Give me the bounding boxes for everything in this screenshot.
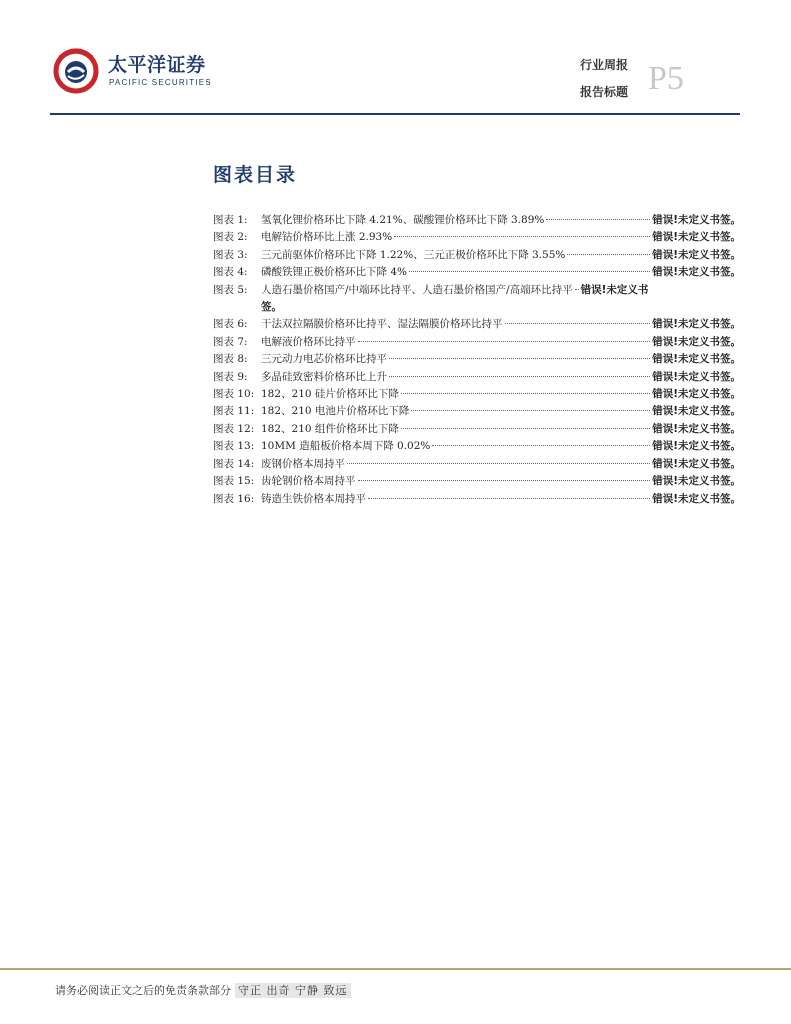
- toc-entry-label: 图表 10:: [213, 388, 255, 401]
- toc-entry-label: 图表 14:: [213, 457, 255, 470]
- toc-entry-text: 氢氧化锂价格环比下降 4.21%、碳酸锂价格环比下降 3.89%: [261, 214, 545, 226]
- toc-entry[interactable]: [213, 473, 741, 490]
- toc-entry[interactable]: [213, 334, 741, 351]
- toc-entry-status: 错误!未定义书签。: [652, 492, 741, 505]
- toc-entry-status: 错误!未定义书签。: [652, 440, 741, 453]
- toc-entry-text: 人造石墨价格国产/中端环比持平、人造石墨价格国产/高端环比持平: [261, 283, 573, 296]
- toc-dot-leader: [347, 462, 650, 464]
- toc-entry-label: 图表 8:: [213, 353, 248, 366]
- toc-entry-text: 三元前驱体价格环比下降 1.22%、三元正极价格环比下降 3.55%: [261, 248, 566, 261]
- toc-dot-leader: [401, 427, 650, 429]
- toc-entry[interactable]: [213, 212, 741, 229]
- toc-entry-text: 铸造生铁价格本周持平: [261, 492, 366, 505]
- toc-entry[interactable]: [213, 386, 741, 403]
- toc-entry-text: 电解钴价格环比上涨 2.93%: [261, 231, 393, 244]
- toc-dot-leader: [411, 409, 650, 411]
- footer-motto: 守正 出奇 宁静 致远: [235, 983, 351, 998]
- toc-entry-status: 错误!未定义书签。: [652, 266, 741, 279]
- report-title: 报告标题: [580, 85, 629, 99]
- toc-entry-text: 182、210 硅片价格环比下降: [261, 388, 399, 401]
- toc-entry[interactable]: [213, 229, 741, 246]
- toc-entry[interactable]: [213, 491, 741, 508]
- toc-entry[interactable]: [213, 351, 741, 368]
- toc-entry-status: 错误!未定义书签。: [652, 353, 741, 366]
- company-logo: [52, 44, 212, 94]
- toc-entry[interactable]: [213, 369, 741, 386]
- footer: [55, 982, 351, 998]
- footer-divider: [0, 968, 791, 970]
- toc-entry-text: 多晶硅致密料价格环比上升: [261, 370, 387, 383]
- toc-heading: 图表目录: [213, 164, 298, 186]
- toc-entry-status: 错误!未定义书签。: [652, 475, 741, 488]
- toc-entry-status: 错误!未定义书签。: [652, 422, 741, 435]
- toc-entry-text: 182、210 组件价格环比下降: [261, 422, 399, 435]
- toc-entry-label: 图表 16:: [213, 492, 255, 505]
- toc-entry-status: 错误!未定义书签。: [652, 214, 741, 226]
- toc-entry-label: 图表 2:: [213, 231, 248, 244]
- toc-entry-status: 错误!未定义书签。: [652, 388, 741, 401]
- toc-entry-label: 图表 12:: [213, 422, 255, 435]
- toc-dot-leader: [358, 340, 651, 342]
- page-number: P5: [648, 60, 684, 97]
- toc-entry-text: 废钢价格本周持平: [261, 457, 345, 470]
- toc-entry-text: 齿轮钢价格本周持平: [261, 475, 356, 488]
- toc-dot-leader: [432, 444, 650, 446]
- toc-entry-status: 错误!未定义书签。: [652, 248, 741, 261]
- toc-entry-status: 错误!未定义书签。: [652, 335, 741, 348]
- toc-entry-label: 图表 3:: [213, 248, 248, 261]
- toc-entry-label: 图表 11:: [213, 405, 255, 418]
- header-divider: [50, 113, 740, 115]
- toc-entry-text: 182、210 电池片价格环比下降: [261, 405, 410, 418]
- toc-entry[interactable]: [213, 438, 741, 455]
- toc-dot-leader: [368, 497, 650, 499]
- toc-entry-status: 错误!未定义书签。: [652, 231, 741, 244]
- toc-dot-leader: [394, 235, 650, 237]
- toc-dot-leader: [409, 270, 650, 272]
- toc-entry-status: 错误!未定义书签。: [652, 318, 741, 331]
- toc-entry-label: 图表 13:: [213, 440, 255, 453]
- toc-entry[interactable]: [213, 403, 741, 420]
- toc-dot-leader: [567, 253, 650, 255]
- toc-entry-text: 磷酸铁锂正极价格环比下降 4%: [261, 266, 407, 279]
- toc-entry[interactable]: [213, 264, 741, 281]
- toc-entry-label: 图表 5:: [213, 283, 248, 296]
- toc-entry-label: 图表 1:: [213, 214, 248, 226]
- toc-entry-label: 图表 9:: [213, 370, 248, 383]
- toc-dot-leader: [401, 392, 650, 394]
- toc-entry-status: 错误!未定义书签。: [652, 370, 741, 383]
- toc-dot-leader: [575, 288, 579, 290]
- toc-entry[interactable]: [213, 456, 741, 473]
- toc-entry[interactable]: [213, 247, 741, 264]
- toc-entry-label: 图表 7:: [213, 335, 248, 348]
- toc-dot-leader: [358, 479, 651, 481]
- toc-entry-status: 错误!未定义书签。: [652, 405, 741, 418]
- toc-entry-status: 错误!未定义书: [580, 283, 649, 296]
- logo-mark-icon: [52, 44, 104, 94]
- toc-list: [213, 212, 741, 508]
- toc-entry-label: 图表 6:: [213, 318, 248, 331]
- toc-entry-label: 图表 15:: [213, 475, 255, 488]
- toc-entry-label: 图表 4:: [213, 266, 248, 279]
- toc-entry[interactable]: [213, 282, 741, 299]
- company-name-en: PACIFIC SECURITIES: [109, 78, 212, 87]
- toc-dot-leader: [389, 357, 650, 359]
- toc-entry-text: 电解液价格环比持平: [261, 335, 356, 348]
- footer-disclaimer: 请务必阅读正文之后的免责条款部分: [55, 984, 231, 997]
- report-type: 行业周报: [580, 58, 629, 72]
- toc-entry[interactable]: [213, 316, 741, 333]
- toc-dot-leader: [389, 375, 650, 377]
- toc-dot-leader: [546, 218, 650, 220]
- toc-entry-text: 三元动力电芯价格环比持平: [261, 353, 387, 366]
- toc-entry-text: 干法双拉隔膜价格环比持平、湿法隔膜价格环比持平: [261, 318, 503, 331]
- toc-entry-text: 10MM 造船板价格本周下降 0.02%: [261, 440, 431, 453]
- toc-dot-leader: [505, 322, 651, 324]
- toc-entry-status: 错误!未定义书签。: [652, 457, 741, 470]
- company-name-cn: 太平洋证券: [108, 54, 206, 76]
- toc-entry[interactable]: [213, 421, 741, 438]
- toc-entry-continuation: 签。: [261, 301, 282, 314]
